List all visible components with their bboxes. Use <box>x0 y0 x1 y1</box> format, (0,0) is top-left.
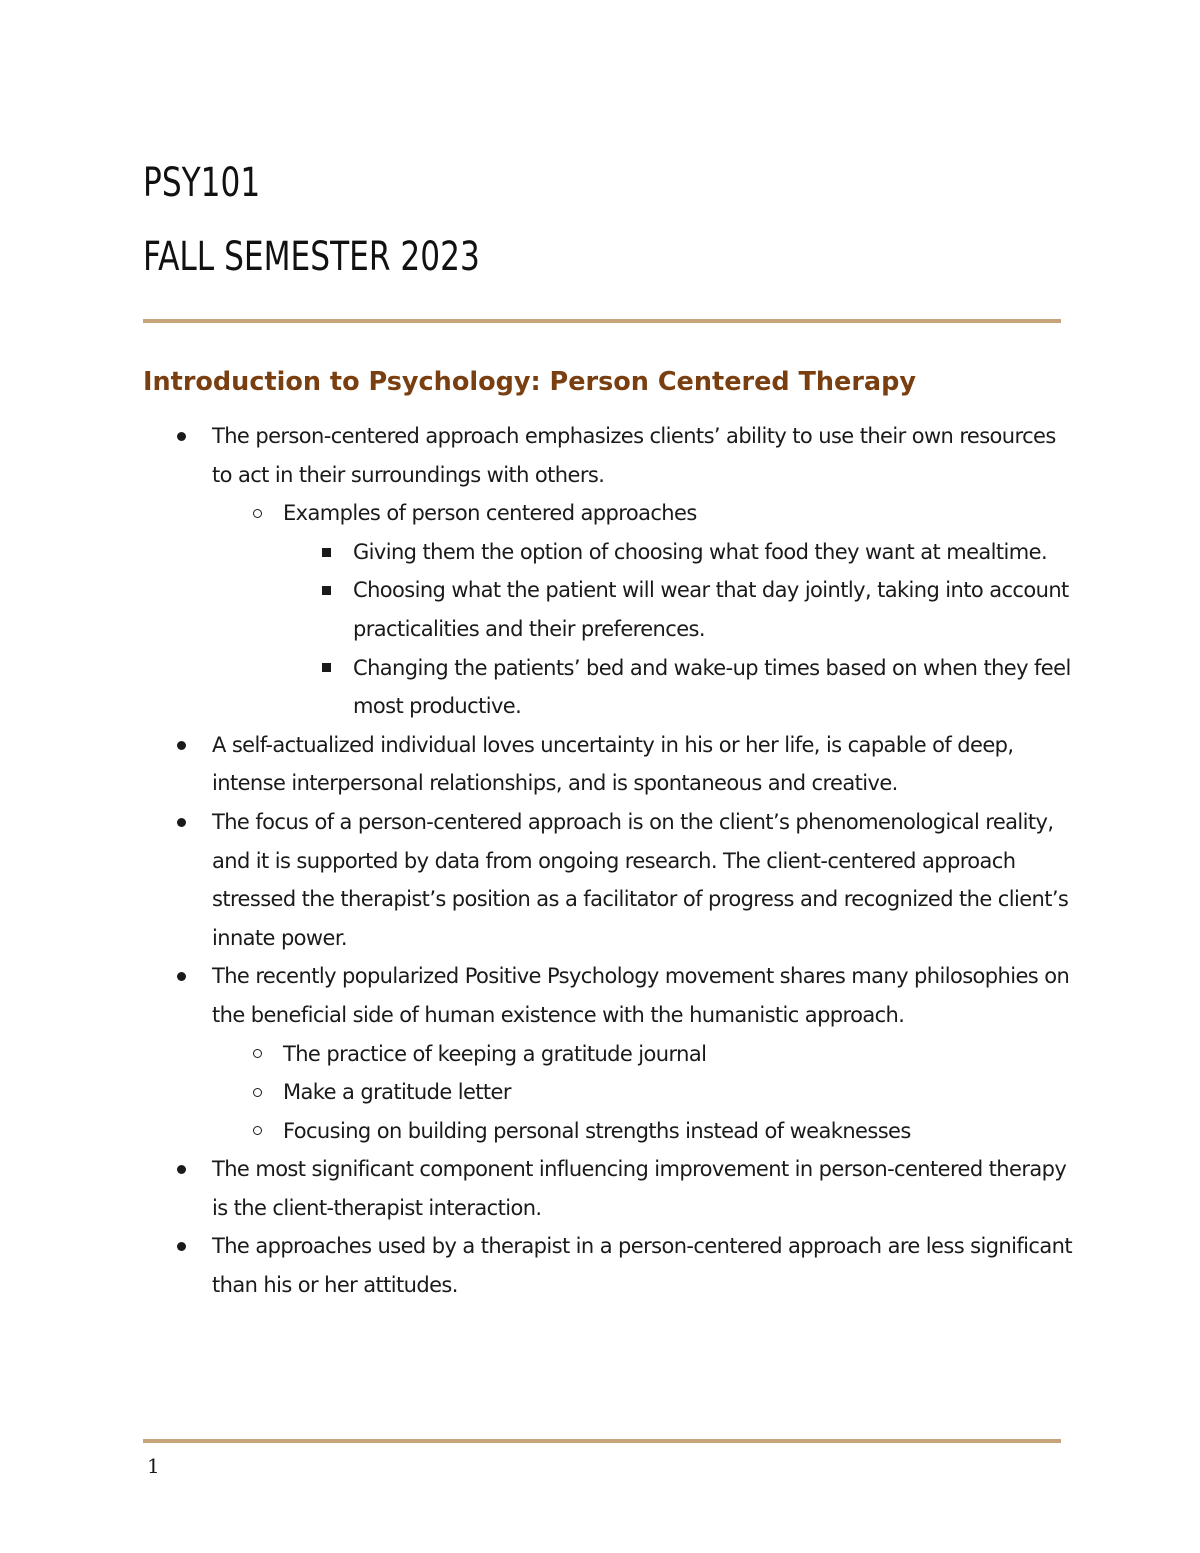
bullet-dot-icon <box>171 1150 191 1189</box>
list-item <box>143 417 1073 494</box>
list-item <box>143 1112 1073 1151</box>
list-item-text: The practice of keeping a gratitude journal <box>283 1041 707 1066</box>
list-item <box>143 571 1073 648</box>
list-item-text: The focus of a person-centered approach is on the client’s phenomenological reality, and it is supported by data from ongoing research. The client-centered approach stressed the therapist’s position as a facilitator of progress and recognized the client’s innate power. <box>212 809 1069 950</box>
footer-divider <box>143 1439 1061 1443</box>
bullet-circle-icon <box>247 1035 267 1074</box>
list-item-text: The person-centered approach emphasizes clients’ ability to use their own resources to act in their surroundings with others. <box>212 424 1056 487</box>
list-item-text: Examples of person centered approaches <box>283 501 697 526</box>
bullet-list <box>143 417 1073 1305</box>
bullet-circle-icon <box>247 1112 267 1151</box>
bullet-dot-icon <box>171 726 191 765</box>
list-item-text: The approaches used by a therapist in a person-centered approach are less significant than his or her attitudes. <box>212 1234 1072 1298</box>
semester-label: FALL SEMESTER 2023 <box>143 234 480 280</box>
list-item-text: Focusing on building personal strengths instead of weaknesses <box>283 1118 911 1143</box>
document-title <box>143 146 480 294</box>
bullet-circle-icon <box>247 494 267 533</box>
list-item-text: Changing the patients’ bed and wake-up times based on when they feel most productive. <box>353 655 1071 719</box>
course-code: PSY101 <box>143 160 261 206</box>
bullet-dot-icon <box>171 417 191 456</box>
list-item-text: Giving them the option of choosing what food they want at mealtime. <box>353 539 1048 564</box>
list-item-text: Make a gratitude letter <box>283 1080 511 1105</box>
list-item <box>143 803 1073 957</box>
list-item <box>143 1073 1073 1112</box>
section-heading: Introduction to Psychology: Person Centered Therapy <box>143 367 916 397</box>
list-item-text: A self-actualized individual loves uncertainty in his or her life, is capable of deep, intense interpersonal relationships, and is spontaneous and creative. <box>212 732 1014 796</box>
list-item-text: The recently popularized Positive Psychology movement shares many philosophies on the beneficial side of human existence with the humanistic approach. <box>212 964 1070 1027</box>
list-item-text: Choosing what the patient will wear that day jointly, taking into account practicalities and their preferences. <box>353 578 1069 641</box>
bullet-dot-icon <box>171 957 191 996</box>
list-item <box>143 533 1073 572</box>
header-divider <box>143 319 1061 323</box>
bullet-square-icon <box>316 649 336 688</box>
page-number: 1 <box>147 1454 160 1478</box>
list-item <box>143 649 1073 726</box>
bullet-dot-icon <box>171 1227 191 1266</box>
list-item <box>143 1150 1073 1227</box>
bullet-circle-icon <box>247 1073 267 1112</box>
list-item <box>143 726 1073 803</box>
bullet-dot-icon <box>171 803 191 842</box>
bullet-square-icon <box>316 571 336 610</box>
list-item <box>143 1227 1073 1304</box>
bullet-square-icon <box>316 533 336 572</box>
list-item <box>143 1035 1073 1074</box>
list-item <box>143 494 1073 533</box>
list-item-text: The most significant component influencing improvement in person-centered therapy is the client-therapist interaction. <box>212 1157 1067 1220</box>
list-item <box>143 957 1073 1034</box>
